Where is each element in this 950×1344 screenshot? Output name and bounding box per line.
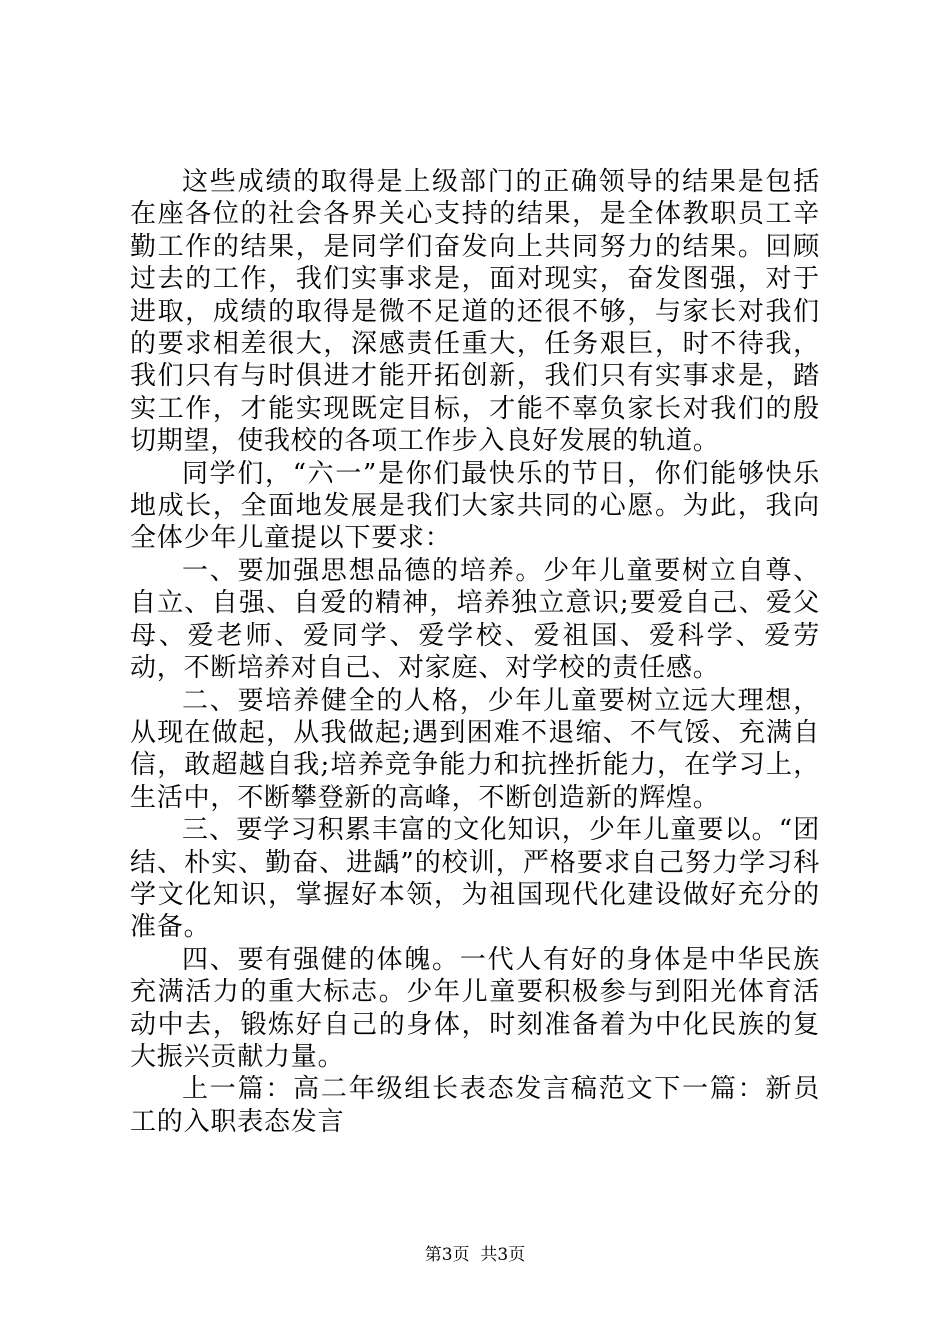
document-body [130,166,820,1138]
paragraph-requirement-1: 一、要加强思想品德的培养。少年儿童要树立自尊、自立、自强、自爱的精神，培养独立意识;要爱自己、爱父母、爱老师、爱同学、爱学校、爱祖国、爱科学、爱劳动，不断培养对自己、对家庭、对学校的责任感。 [130,555,820,684]
page-footer [0,1244,950,1266]
paragraph-requirement-2: 二、要培养健全的人格，少年儿童要树立远大理想，从现在做起，从我做起;遇到困难不退缩、不气馁、充满自信，敢超越自我;培养竞争能力和抗挫折能力，在学习上，生活中，不断攀登新的高峰，不断创造新的辉煌。 [130,685,820,813]
paragraph-requirement-4: 四、要有强健的体魄。一代人有好的身体是中华民族充满活力的重大标志。少年儿童要积极参与到阳光体育活动中去，锻炼好自己的身体，时刻准备着为中化民族的复大振兴贡献力量。 [130,944,820,1072]
paragraph-requirement-3: 三、要学习积累丰富的文化知识，少年儿童要以。“团结、朴实、勤奋、进龋”的校训，严格要求自己努力学习科学文化知识，掌握好本领，为祖国现代化建设做好充分的准备。 [130,815,820,943]
paragraph-prev-next-links[interactable]: 上一篇：高二年级组长表态发言稿范文下一篇：新员工的入职表态发言 [130,1074,820,1137]
page-number: 第3页 共3页 [424,1245,526,1265]
paragraph-achievements: 这些成绩的取得是上级部门的正确领导的结果是包括在座各位的社会各界关心支持的结果，是全体教职员工辛勤工作的结果，是同学们奋发向上共同努力的结果。回顾过去的工作，我们实事求是，面对现实，奋发图强，对于进取，成绩的取得是微不足道的还很不够，与家长对我们的要求相差很大，深感责任重大，任务艰巨，时不待我，我们只有与时俱进才能开拓创新，我们只有实事求是，踏实工作，才能实现既定目标，才能不辜负家长对我们的殷切期望，使我校的各项工作步入良好发展的轨道。 [130,167,820,457]
paragraph-childrens-day: 同学们，“六一”是你们最快乐的节日，你们能够快乐地成长，全面地发展是我们大家共同的心愿。为此，我向全体少年儿童提以下要求： [130,458,820,554]
